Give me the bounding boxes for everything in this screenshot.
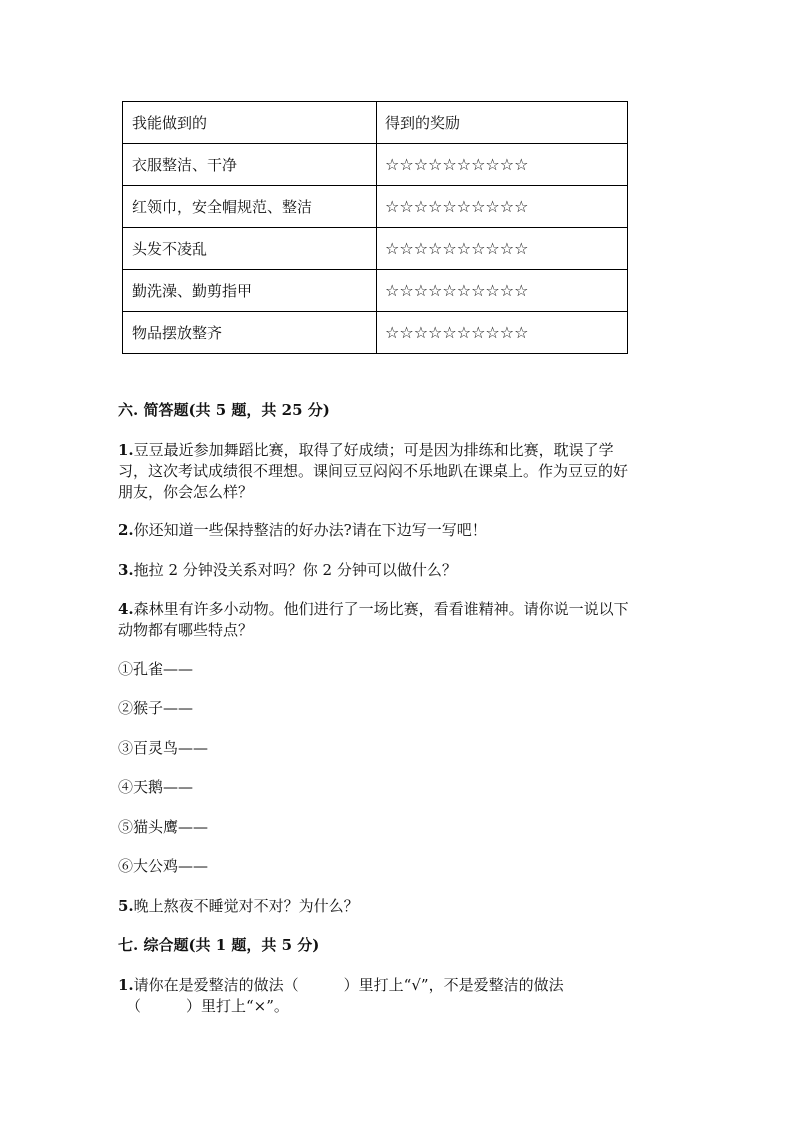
question-text: 你还知道一些保持整洁的好办法?请在下边写一写吧！ bbox=[133, 521, 487, 539]
question-3 bbox=[118, 560, 457, 580]
animal-item: ⑥大公鸡—— bbox=[118, 857, 209, 875]
question-text: 拖拉 2 分钟没关系对吗？你 2 分钟可以做什么？ bbox=[133, 561, 457, 579]
question-number: 1. bbox=[118, 441, 134, 459]
table-cell-stars: ☆☆☆☆☆☆☆☆☆☆ bbox=[377, 186, 628, 228]
comprehensive-question-line-1 bbox=[118, 975, 564, 995]
question-number: 1. bbox=[118, 976, 134, 994]
animal-item: ①孔雀—— bbox=[118, 660, 194, 678]
question-text: 森林里有许多小动物。他们进行了一场比赛，看看谁精神。请你说一说以下 bbox=[133, 600, 629, 618]
table-cell-item: 红领巾，安全帽规范、整洁 bbox=[123, 186, 377, 228]
table-cell-item: 物品摆放整齐 bbox=[123, 312, 377, 354]
table-row bbox=[123, 228, 628, 270]
table-cell-stars: ☆☆☆☆☆☆☆☆☆☆ bbox=[377, 270, 628, 312]
question-number: 3. bbox=[118, 561, 134, 579]
question-text: 晚上熬夜不睡觉对不对？为什么？ bbox=[133, 897, 359, 915]
question-text: 豆豆最近参加舞蹈比赛，取得了好成绩；可是因为排练和比赛，耽误了学 bbox=[133, 441, 614, 459]
table-cell-item: 头发不凌乱 bbox=[123, 228, 377, 270]
table-header-row bbox=[123, 102, 628, 144]
question-2 bbox=[118, 520, 487, 540]
table-cell-stars: ☆☆☆☆☆☆☆☆☆☆ bbox=[377, 144, 628, 186]
comprehensive-question-line-2: （ ）里打上“×”。 bbox=[126, 997, 289, 1015]
question-number: 5. bbox=[118, 897, 134, 915]
table-header-cell: 我能做到的 bbox=[123, 102, 377, 144]
question-4-line-1 bbox=[118, 599, 629, 619]
question-1-line-2: 习，这次考试成绩很不理想。课间豆豆闷闷不乐地趴在课桌上。作为豆豆的好 bbox=[118, 462, 629, 480]
question-1-line-3: 朋友，你会怎么样？ bbox=[118, 483, 254, 501]
section-7-heading: 七. 综合题(共 1 题，共 5 分) bbox=[118, 936, 320, 954]
animal-item: ⑤猫头鹰—— bbox=[118, 818, 209, 836]
reward-table bbox=[122, 101, 628, 354]
table-row bbox=[123, 186, 628, 228]
question-number: 2. bbox=[118, 521, 134, 539]
question-text: 请你在是爱整洁的做法（ ）里打上“√”，不是爱整洁的做法 bbox=[133, 976, 564, 994]
question-4-line-2: 动物都有哪些特点？ bbox=[118, 621, 254, 639]
question-5 bbox=[118, 896, 359, 916]
table-cell-stars: ☆☆☆☆☆☆☆☆☆☆ bbox=[377, 312, 628, 354]
animal-item: ④天鹅—— bbox=[118, 778, 194, 796]
table-cell-item: 勤洗澡、勤剪指甲 bbox=[123, 270, 377, 312]
table-row bbox=[123, 144, 628, 186]
table-cell-stars: ☆☆☆☆☆☆☆☆☆☆ bbox=[377, 228, 628, 270]
table-header-cell: 得到的奖励 bbox=[377, 102, 628, 144]
table-row bbox=[123, 270, 628, 312]
animal-item: ②猴子—— bbox=[118, 699, 194, 717]
table-row bbox=[123, 312, 628, 354]
question-number: 4. bbox=[118, 600, 134, 618]
animal-item: ③百灵鸟—— bbox=[118, 739, 209, 757]
table-cell-item: 衣服整洁、干净 bbox=[123, 144, 377, 186]
question-1-line-1 bbox=[118, 440, 614, 460]
section-6-heading: 六. 简答题(共 5 题，共 25 分) bbox=[118, 401, 330, 419]
